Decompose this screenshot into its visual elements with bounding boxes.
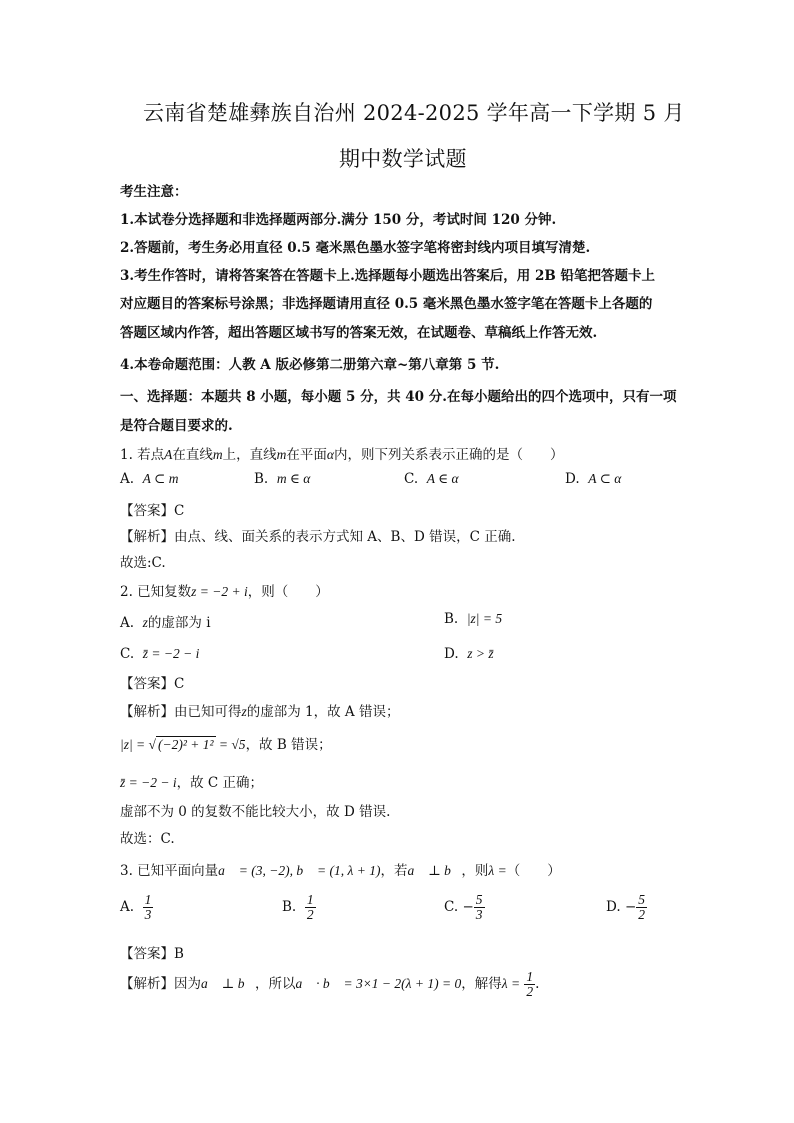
q2-analysis-3: z̄ = −2 − i，故 C 正确；	[120, 775, 264, 791]
q3-stem: 3. 已知平面向量a⃗ = (3, −2), b⃗ = (1, λ + 1)，若a⃗ ⊥ b⃗，则λ =（ ）	[120, 863, 561, 879]
q2-option-c: C. z̄ = −2 − i	[120, 646, 200, 662]
q1-option-a: A. A ⊂ m	[120, 471, 179, 487]
notice-header: 考生注意：	[120, 184, 188, 200]
q2-answer: 【答案】C	[120, 676, 185, 692]
q2-analysis-4: 虚部不为 0 的复数不能比较大小，故 D 错误.	[120, 804, 391, 820]
q2-conclusion: 故选：C.	[120, 831, 175, 847]
page-title-line2: 期中数学试题	[339, 147, 467, 171]
q3-analysis: 【解析】因为a⃗ ⊥ b⃗，所以a⃗ · b⃗ = 3×1 − 2(λ + 1) = 0，解得λ = $\frac{1}{2}$ .	[120, 969, 540, 1000]
section1-heading-cont: 是符合题目要求的.	[120, 418, 233, 434]
notice-item-3-cont: 对应题目的答案标号涂黑；非选择题请用直径 0.5 毫米黑色墨水签字笔在答题卡上各题的	[120, 296, 653, 312]
q1-option-d: D. A ⊂ α	[565, 471, 622, 487]
q2-stem: 2. 已知复数z = −2 + i，则（ ）	[120, 584, 329, 600]
q1-stem: 1. 若点A在直线m上，直线m在平面α内，则下列关系表示正确的是（ ）	[120, 447, 564, 463]
q2-option-b: B. |z| = 5	[444, 611, 503, 627]
q1-answer: 【答案】C	[120, 503, 185, 519]
q3-answer: 【答案】B	[120, 946, 184, 962]
q3-option-a: A. $\frac{1}{3}$	[120, 892, 152, 923]
notice-item-2: 2.答题前，考生务必用直径 0.5 毫米黑色墨水签字笔将密封线内项目填写清楚.	[120, 240, 591, 256]
radicand: (−2)² + 1²	[157, 737, 214, 752]
q3-option-b: B. $\frac{1}{2}$	[282, 892, 314, 923]
q3-option-d: D. − $\frac{5}{2}$	[606, 892, 645, 923]
notice-item-3: 3.考生作答时，请将答案答在答题卡上.选择题每小题选出答案后，用 2B 铅笔把答题卡上	[120, 268, 655, 284]
notice-item-1: 1.本试卷分选择题和非选择题两部分.满分 150 分，考试时间 120 分钟.	[120, 212, 557, 228]
section1-heading: 一、选择题：本题共 8 小题，每小题 5 分，共 40 分.在每小题给出的四个选项中，只有一项	[120, 389, 677, 405]
q1-option-c: C. A ∈ α	[404, 471, 459, 487]
page-title-line1: 云南省楚雄彝族自治州 2024-2025 学年高一下学期 5 月	[143, 101, 685, 125]
q1-option-b: B. m ∈ α	[254, 471, 311, 487]
q1-analysis: 【解析】由点、线、面关系的表示方式知 A、B、D 错误，C 正确.	[120, 529, 516, 545]
notice-item-3-cont2: 答题区域内作答，超出答题区域书写的答案无效，在试题卷、草稿纸上作答无效.	[120, 325, 598, 341]
q2-option-d: D. z > z̄	[444, 646, 494, 662]
q2-analysis-2: |z| = √ (−2)² + 1² = √5，故 B 错误；	[120, 737, 332, 753]
notice-item-4: 4.本卷命题范围：人教 A 版必修第二册第六章~第八章第 5 节.	[120, 357, 500, 373]
q2-option-a: A. z的虚部为 i	[120, 615, 211, 631]
q2-analysis-1: 【解析】由已知可得z的虚部为 1，故 A 错误；	[120, 704, 400, 720]
q3-option-c: C. − $\frac{5}{3}$	[444, 892, 483, 923]
q1-conclusion: 故选:C.	[120, 555, 166, 571]
